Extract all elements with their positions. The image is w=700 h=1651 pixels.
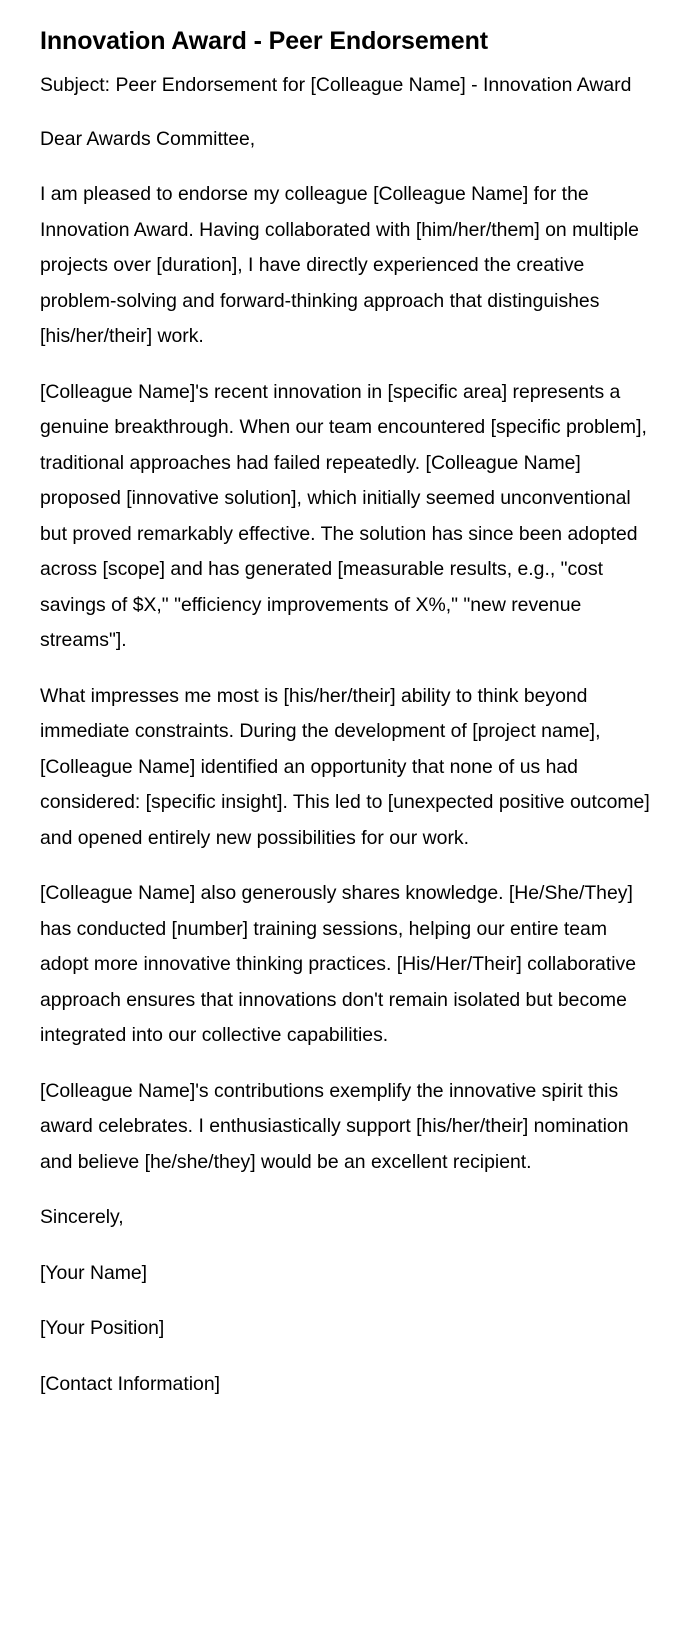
body-paragraph: [Colleague Name]'s contributions exemplify the innovative spirit this award celebrates. I enthusiastically support [his/her/their] nomination and believe [he/she/they] would be an excellent recipient.	[40, 1079, 629, 1173]
body-paragraph: [Colleague Name] also generously shares knowledge. [He/She/They] has conducted [number] training sessions, helping our entire team adopt more innovative thinking practices. [His/Her/Their] collaborative approach ensures that innovations don't remain isolated but become integrated into our collective capabilities.	[40, 882, 636, 1046]
body-paragraph: What impresses me most is [his/her/their] ability to think beyond immediate constraints. During the development of [project name], [Colleague Name] identified an opportunity that none of us had considered: [specific insight]. This led to [unexpected positive outcome] and opened entirely new possibilities for our work.	[40, 684, 650, 849]
signature-name: [Your Name]	[40, 1261, 148, 1284]
subject-line: Subject: Peer Endorsement for [Colleague Name] - Innovation Award	[40, 74, 632, 96]
document-title: Innovation Award - Peer Endorsement	[40, 27, 488, 55]
salutation: Dear Awards Committee,	[40, 127, 256, 150]
closing: Sincerely,	[40, 1206, 124, 1228]
body-paragraph: I am pleased to endorse my colleague [Colleague Name] for the Innovation Award. Having collaborated with [him/her/them] on multiple projects over [duration], I have directly experienced the creative problem-solving and forward-thinking approach that distinguishes [his/her/their] work.	[40, 183, 639, 347]
signature-contact: [Contact Information]	[40, 1372, 220, 1395]
signature-position: [Your Position]	[40, 1317, 165, 1339]
body-paragraph: [Colleague Name]'s recent innovation in [specific area] represents a genuine breakthrough. When our team encountered [specific problem], traditional approaches had failed repeatedly. [Colleague Name] proposed [innovative solution], which initially seemed unconventional but proved remarkably effective. The solution has since been adopted across [scope] and has generated [measurable results, e.g., "cost savings of $X," "efficiency improvements of X%," "new revenue streams"].	[40, 380, 647, 651]
